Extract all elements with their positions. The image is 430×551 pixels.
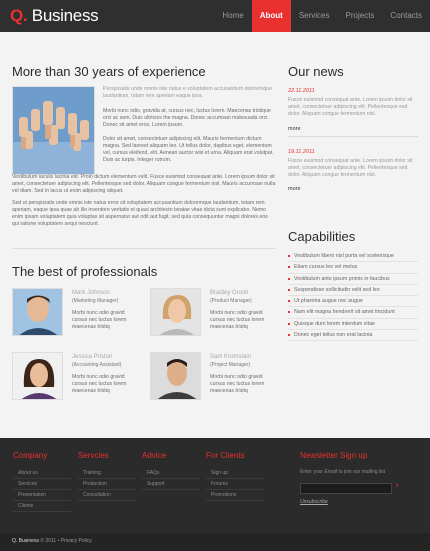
footer-link[interactable]: About us — [13, 468, 71, 479]
experience-paragraph-1: Morbi nunc odio, gravida at, cursus nec, luctus lorem. Maecenas tristique orci ac sem. Duis ultricies the magna. Donec accumsan malesuada orci. Donec sit amet eros. Lorem ipsum. — [103, 108, 271, 128]
nav-home[interactable]: Home — [222, 11, 244, 20]
main-nav — [214, 0, 430, 32]
portrait-photo — [150, 288, 201, 336]
footer-link[interactable]: Services — [13, 479, 71, 490]
footer-column-services — [78, 451, 136, 501]
experience-paragraph-2: Dolor sit amet, consectetuer adipiscing elit. Mauris fermentum dictum magna. Sed laoreet aliquam leo. Ut tellus dolor, dapibus eget, elementum vel, cursus eleifend, elit. Aenean auctor wisi et urna. Aliquam erat volutpat. Duis ac turpis. Integer rutrum. — [103, 136, 274, 163]
newsletter-text: Enter your Email to join our mailing list — [300, 469, 386, 475]
capability-item[interactable]: Vestibulum ante ipsum primis in faucibus — [288, 274, 418, 285]
member-name: Mark Johnson — [72, 290, 110, 296]
member-name: Jessica Priston — [72, 354, 113, 360]
nav-projects[interactable]: Projects — [345, 11, 375, 20]
capability-item[interactable]: Suspendisse sollicitudin velit sed leo — [288, 285, 418, 296]
footer-column-title: Advice — [142, 451, 167, 460]
newsletter-submit-arrow-icon[interactable]: › — [396, 482, 399, 489]
news-text: Fusce euismod consequat ante. Lorem ipsum dolor sit amet, consectetuer adipiscing elit. Pellentesque sed dolor. Aliquam congue fermentum nisl. — [288, 158, 413, 178]
experience-lead-text: Perspiciatis unde omnis iste natus e voluptatem accusantium doloremque laudantium, totam rem aperiam eaque ipsa. — [103, 86, 272, 99]
footer-link[interactable]: Support — [142, 479, 200, 490]
capability-item[interactable]: Donec eget tellus non erat lacinia — [288, 330, 418, 341]
member-role: (Project Manager) — [210, 362, 251, 368]
footer-column-clients — [206, 451, 264, 501]
site-footer — [0, 438, 430, 533]
unsubscribe-link[interactable]: Unsubscribe — [300, 499, 328, 505]
footer-link[interactable]: Presentation — [13, 490, 71, 501]
portrait-photo — [12, 288, 63, 336]
footer-link[interactable]: Sign up — [206, 468, 264, 479]
footer-link[interactable]: Training — [78, 468, 136, 479]
footer-link[interactable]: Consultation — [78, 490, 136, 501]
footer-column-company — [13, 451, 71, 512]
capabilities-list — [288, 251, 418, 341]
section-divider — [12, 248, 276, 249]
capabilities-title: Capabilities — [288, 229, 356, 244]
main-content — [0, 32, 430, 438]
member-role: (Marketing Manager) — [72, 298, 119, 304]
nav-contacts[interactable]: Contacts — [390, 11, 422, 20]
news-date: 19.11.2011 — [288, 149, 315, 155]
copyright-text: Q. Business © 2011 • Privacy Policy — [12, 538, 92, 544]
portrait-photo — [12, 352, 63, 400]
member-description: Morbi nunc odio gravid cursus nec luctus lorem maecenas tristiq — [210, 310, 265, 330]
news-more-link[interactable]: more — [288, 126, 301, 132]
member-role: (Product Manager) — [210, 298, 252, 304]
experience-paragraph-3: Vestibulum iaculis lacinia est. Proin dictum elementum velit. Fusce euismod consequat ante. Lorem ipsum dolor sit amet, consectetuer adipiscing elit. Pellentesque sed dolor. Aliquam congue fermentum nisl. Mauris accumsan nulla vel diam. Sed in lacus ut enim adipiscing aliquet. — [12, 174, 276, 194]
footer-link[interactable]: Production — [78, 479, 136, 490]
capability-item[interactable]: Ut pharetra augue nec augue — [288, 296, 418, 307]
newsletter-section — [300, 451, 420, 505]
footer-column-title: For Clients — [206, 451, 245, 460]
footer-link[interactable]: Clients — [13, 501, 71, 512]
professionals-title: The best of professionals — [12, 264, 158, 279]
team-hands-photo — [12, 86, 95, 175]
newsletter-title: Newsletter Sign up — [300, 451, 368, 460]
team-member-card — [12, 352, 142, 402]
capability-item[interactable]: Etiam cursus leo vel metus — [288, 262, 418, 273]
team-member-card — [12, 288, 142, 338]
logo[interactable]: Q. Business — [10, 6, 99, 25]
team-member-card — [150, 352, 280, 402]
member-name: Bradley Grosh — [210, 290, 249, 296]
experience-title: More than 30 years of experience — [12, 64, 206, 79]
capability-item[interactable]: Nam elit magna hendrerit sit amet tincidunt — [288, 307, 418, 318]
news-more-link[interactable]: more — [288, 186, 301, 192]
nav-about[interactable]: About — [252, 0, 291, 32]
footer-link[interactable]: FAQs — [142, 468, 200, 479]
privacy-policy-link[interactable]: © 2011 • Privacy Policy — [38, 538, 92, 544]
footer-link[interactable]: Forums — [206, 479, 264, 490]
capability-item[interactable]: Quisque dum lorem interdum vitae — [288, 319, 418, 330]
capability-item[interactable]: Vestibulum libero nisl porta vel scelerisque — [288, 251, 418, 262]
footer-column-title: Servcies — [78, 451, 109, 460]
footer-link[interactable]: Promotions — [206, 490, 264, 501]
news-title: Our news — [288, 64, 344, 79]
footer-column-title: Company — [13, 451, 48, 460]
copyright-bar — [0, 533, 430, 551]
portrait-photo — [150, 352, 201, 400]
site-header — [0, 0, 430, 32]
member-name: Sam Kromstain — [210, 354, 252, 360]
member-description: Morbi nunc odio gravid cursus nec luctus lorem maecenas tristiq — [210, 374, 265, 394]
news-text: Fusce euismod consequat ante. Lorem ipsum dolor sit amet, consectetuer adipiscing elit. Pellentesque sed dolor. Aliquam congue fermentum nisl. — [288, 97, 413, 117]
member-description: Morbi nunc odio gravid cursus nec luctus lorem maecenas tristiq — [72, 374, 127, 394]
team-member-card — [150, 288, 280, 338]
nav-services[interactable]: Services — [298, 11, 330, 20]
footer-column-advice — [142, 451, 200, 490]
news-date: 22.11.2011 — [288, 88, 315, 94]
experience-paragraph-4: Sed ut perspiciatis unde omnis iste natus error sit voluptatem accusantium doloremque laudantium, totam rem aperiam, eaque ipsa quae ab illo inventore veritatis et quasi architecto beatae vitae dicta sunt explicabo. Nemo enim ipsam voluptatem quia voluptas sit aspernatur aut odit aut fugit, sed quia consequuntur magni dolores eos qui ratione voluptatem sequi nesciunt. — [12, 200, 268, 227]
news-divider — [288, 136, 418, 137]
member-description: Morbi nunc odio gravid cursus nec luctus lorem maecenas tristiq — [72, 310, 127, 330]
newsletter-email-input[interactable] — [300, 483, 392, 494]
member-role: (Accounting Assistant) — [72, 362, 122, 368]
